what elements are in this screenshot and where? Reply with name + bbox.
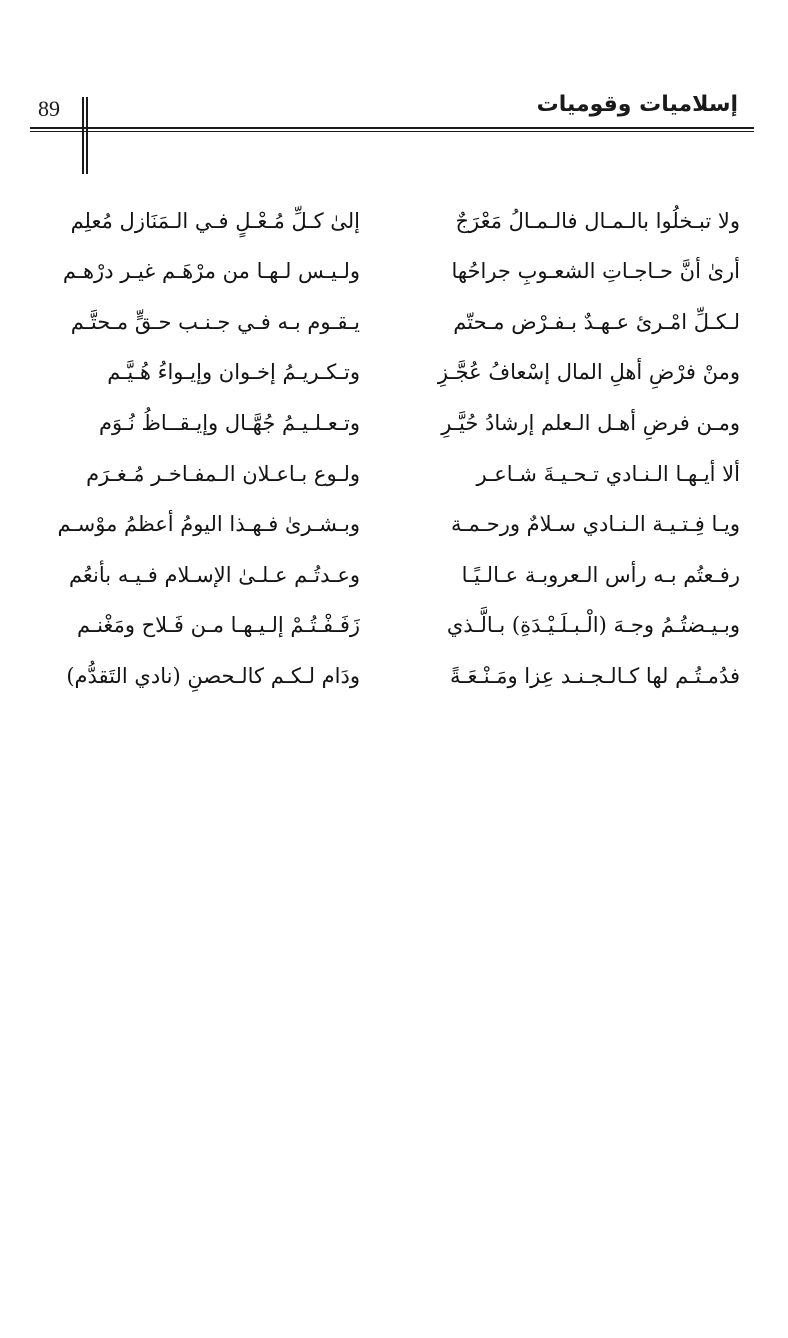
verse-10 <box>40 651 740 702</box>
verse-3-first-hemistich: لـكـلِّ امْـرئ عـهـدٌ بـفـرْض مـحتّم <box>453 309 740 334</box>
poem <box>40 196 740 702</box>
verse-4-first-hemistich: ومنْ فرْضِ أهلِ المال إسْعافُ عُجَّـزِ <box>437 360 740 385</box>
verse-7-first-hemistich: ويـا فِـتـيـة الـنـادي سـلامٌ ورحـمـة <box>451 512 740 537</box>
running-title: إسلاميات وقوميات <box>536 92 738 117</box>
verse-10-first-hemistich: فدُمـتُـم لها كـالـجـنـد عِزا ومَـنْـعَـةً <box>450 664 740 689</box>
verse-9-second-hemistich: زَفَـفْـتُـمْ إلـيـهـا مـن فَـلاح ومَغْنـم <box>76 613 360 638</box>
verse-4 <box>40 348 740 399</box>
verse-4-second-hemistich: وتـكـريـمُ إخـوان وإيـواءُ هُـيَّـم <box>107 360 360 385</box>
verse-3 <box>40 297 740 348</box>
verse-1-second-hemistich: إلىٰ كـلِّ مُـعْـلٍ فـي الـمَنَازل مُعلِم <box>70 208 360 233</box>
verse-9 <box>40 601 740 652</box>
verse-10-second-hemistich: ودَام لـكـم كالـحصنِ (نادي التَقدُّم) <box>66 664 360 689</box>
verse-2-first-hemistich: أرىٰ أنَّ حـاجـاتِ الشعـوبِ جراحُها <box>451 259 740 284</box>
header-rule-thick <box>30 127 754 129</box>
verse-1 <box>40 196 740 247</box>
verse-7 <box>40 500 740 551</box>
verse-8 <box>40 550 740 601</box>
verse-8-second-hemistich: وعـدتُـم عـلـىٰ الإسـلام فـيـه بأنعُم <box>68 562 360 587</box>
verse-6-second-hemistich: ولـوع بـاعـلان الـمفـاخـر مُـغـرَم <box>86 461 360 486</box>
verse-1-first-hemistich: ولا تبـخلُوا بالـمـال فالـمـالُ مَعْرَجٌ <box>455 208 740 233</box>
verse-9-first-hemistich: وبـيـضتُـمُ وجـهَ (الْـبـلَـيْـدَةِ) بـالَّـذي <box>446 613 740 638</box>
verse-6-first-hemistich: ألا أيـهـا الـنـادي تـحـيـةَ شـاعـر <box>476 461 740 486</box>
verse-6 <box>40 449 740 500</box>
verse-3-second-hemistich: يـقـوم بـه فـي جـنـب حـقٍّ مـحتَّـم <box>70 309 360 334</box>
verse-5-second-hemistich: وتـعـلـيـمُ جُهَّـال وإيـقــاظُ نُـوَم <box>98 411 360 436</box>
verse-5-first-hemistich: ومـن فرضِ أهـل الـعلم إرشادُ حُيَّـرِ <box>441 411 740 436</box>
verse-8-first-hemistich: رفـعتُم بـه رأس الـعروبـة عـالـيًـا <box>461 562 740 587</box>
verse-5 <box>40 398 740 449</box>
header-rule-thin <box>30 131 754 132</box>
header-vertical-bar-right <box>86 97 88 174</box>
page-number: 89 <box>38 96 60 121</box>
verse-2-second-hemistich: ولـيـس لـهـا من مرْهَـم غيـر درْهـم <box>62 259 360 284</box>
header-vertical-bar-left <box>82 97 84 174</box>
verse-2 <box>40 247 740 298</box>
verse-7-second-hemistich: وبـشـرىٰ فـهـذا اليومُ أعظمُ موْسـم <box>57 512 360 537</box>
